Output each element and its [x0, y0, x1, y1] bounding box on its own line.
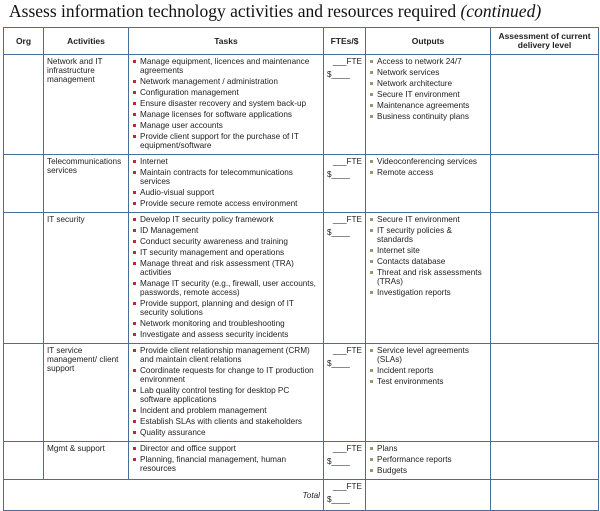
- task-cell: [129, 55, 324, 155]
- dollar-field[interactable]: $____: [327, 70, 350, 79]
- output-item: Performance reports: [369, 455, 487, 464]
- output-item: Network services: [369, 68, 487, 77]
- output-item: Threat and risk assessments (TRAs): [369, 268, 487, 286]
- output-item: Business continuity plans: [369, 112, 487, 121]
- fte-cell[interactable]: [324, 55, 366, 155]
- total-row: [4, 480, 599, 511]
- total-label: Total: [4, 480, 324, 511]
- header-assessment: Assessment of current delivery level: [491, 28, 599, 55]
- org-cell[interactable]: [4, 213, 44, 344]
- output-item: Access to network 24/7: [369, 57, 487, 66]
- fte-field[interactable]: ___FTE: [332, 444, 362, 453]
- table-row: [4, 155, 599, 213]
- task-item: Manage equipment, licences and maintenance agreements: [132, 57, 320, 75]
- header-outputs: Outputs: [366, 28, 491, 55]
- output-item: Investigation reports: [369, 288, 487, 297]
- output-cell: [366, 55, 491, 155]
- task-item: Incident and problem management: [132, 406, 320, 415]
- task-item: Coordinate requests for change to IT production environment: [132, 366, 320, 384]
- fte-cell[interactable]: [324, 442, 366, 480]
- output-cell: [366, 344, 491, 442]
- task-cell: [129, 155, 324, 213]
- output-item: Secure IT environment: [369, 215, 487, 224]
- output-item: Contacts database: [369, 257, 487, 266]
- fte-field[interactable]: ___FTE: [332, 482, 362, 491]
- activity-cell: Mgmt & support: [44, 442, 129, 480]
- output-item: Network architecture: [369, 79, 487, 88]
- task-item: Develop IT security policy framework: [132, 215, 320, 224]
- task-item: Configuration management: [132, 88, 320, 97]
- fte-field[interactable]: ___FTE: [332, 346, 362, 355]
- output-item: Service level agreements (SLAs): [369, 346, 487, 364]
- output-item: IT security policies & standards: [369, 226, 487, 244]
- task-item: Lab quality control testing for desktop PC software applications: [132, 386, 320, 404]
- fte-field[interactable]: ___FTE: [332, 215, 362, 224]
- header-row: [4, 28, 599, 55]
- total-outputs-cell: [366, 480, 491, 511]
- output-item: Plans: [369, 444, 487, 453]
- assessment-cell[interactable]: [491, 344, 599, 442]
- output-item: Internet site: [369, 246, 487, 255]
- task-item: Conduct security awareness and training: [132, 237, 320, 246]
- task-item: Maintain contracts for telecommunications services: [132, 168, 320, 186]
- task-item: Manage threat and risk assessment (TRA) activities: [132, 259, 320, 277]
- task-item: Quality assurance: [132, 428, 320, 437]
- task-item: Manage IT security (e.g., firewall, user accounts, passwords, remote access): [132, 279, 320, 297]
- task-cell: [129, 213, 324, 344]
- header-org: Org: [4, 28, 44, 55]
- dollar-field[interactable]: $____: [327, 457, 350, 466]
- task-item: Ensure disaster recovery and system back-up: [132, 99, 320, 108]
- task-item: Network management / administration: [132, 77, 320, 86]
- task-item: ID Management: [132, 226, 320, 235]
- task-item: Establish SLAs with clients and stakeholders: [132, 417, 320, 426]
- header-ftes: FTEs/$: [324, 28, 366, 55]
- task-item: Audio-visual support: [132, 188, 320, 197]
- task-item: Network monitoring and troubleshooting: [132, 319, 320, 328]
- fte-field[interactable]: ___FTE: [332, 57, 362, 66]
- header-activities: Activities: [44, 28, 129, 55]
- dollar-field[interactable]: $____: [327, 170, 350, 179]
- org-cell[interactable]: [4, 344, 44, 442]
- table-row: [4, 344, 599, 442]
- org-cell[interactable]: [4, 442, 44, 480]
- dollar-field[interactable]: $____: [327, 495, 350, 504]
- org-cell[interactable]: [4, 55, 44, 155]
- task-item: IT security management and operations: [132, 248, 320, 257]
- table-row: [4, 55, 599, 155]
- output-item: Remote access: [369, 168, 487, 177]
- org-cell[interactable]: [4, 155, 44, 213]
- task-item: Manage licenses for software applications: [132, 110, 320, 119]
- fte-cell[interactable]: [324, 213, 366, 344]
- task-item: Director and office support: [132, 444, 320, 453]
- assessment-cell[interactable]: [491, 155, 599, 213]
- output-item: Videoconferencing services: [369, 157, 487, 166]
- output-item: Secure IT environment: [369, 90, 487, 99]
- activity-cell: Network and IT infrastructure management: [44, 55, 129, 155]
- table-row: [4, 442, 599, 480]
- task-item: Planning, financial management, human resources: [132, 455, 320, 473]
- output-cell: [366, 155, 491, 213]
- output-cell: [366, 442, 491, 480]
- dollar-field[interactable]: $____: [327, 359, 350, 368]
- task-item: Manage user accounts: [132, 121, 320, 130]
- assessment-cell[interactable]: [491, 213, 599, 344]
- page-title: Assess information technology activities and resources required (continued): [9, 1, 542, 21]
- task-item: Provide secure remote access environment: [132, 199, 320, 208]
- fte-cell[interactable]: [324, 155, 366, 213]
- fte-cell[interactable]: [324, 344, 366, 442]
- task-cell: [129, 344, 324, 442]
- task-item: Provide client support for the purchase of IT equipment/software: [132, 132, 320, 150]
- output-item: Budgets: [369, 466, 487, 475]
- assessment-cell[interactable]: [491, 442, 599, 480]
- activity-cell: IT service management/ client support: [44, 344, 129, 442]
- fte-field[interactable]: ___FTE: [332, 157, 362, 166]
- output-item: Test environments: [369, 377, 487, 386]
- it-activities-table: [3, 27, 599, 511]
- activity-cell: Telecommunications services: [44, 155, 129, 213]
- fte-cell[interactable]: [324, 480, 366, 511]
- output-item: Maintenance agreements: [369, 101, 487, 110]
- task-cell: [129, 442, 324, 480]
- assessment-cell[interactable]: [491, 55, 599, 155]
- output-cell: [366, 213, 491, 344]
- task-item: Provide client relationship management (CRM) and maintain client relations: [132, 346, 320, 364]
- task-item: Investigate and assess security incidents: [132, 330, 320, 339]
- activity-cell: IT security: [44, 213, 129, 344]
- dollar-field[interactable]: $____: [327, 228, 350, 237]
- output-item: Incident reports: [369, 366, 487, 375]
- task-item: Provide support, planning and design of IT security solutions: [132, 299, 320, 317]
- header-tasks: Tasks: [129, 28, 324, 55]
- task-item: Internet: [132, 157, 320, 166]
- total-assessment-cell[interactable]: [491, 480, 599, 511]
- table-row: [4, 213, 599, 344]
